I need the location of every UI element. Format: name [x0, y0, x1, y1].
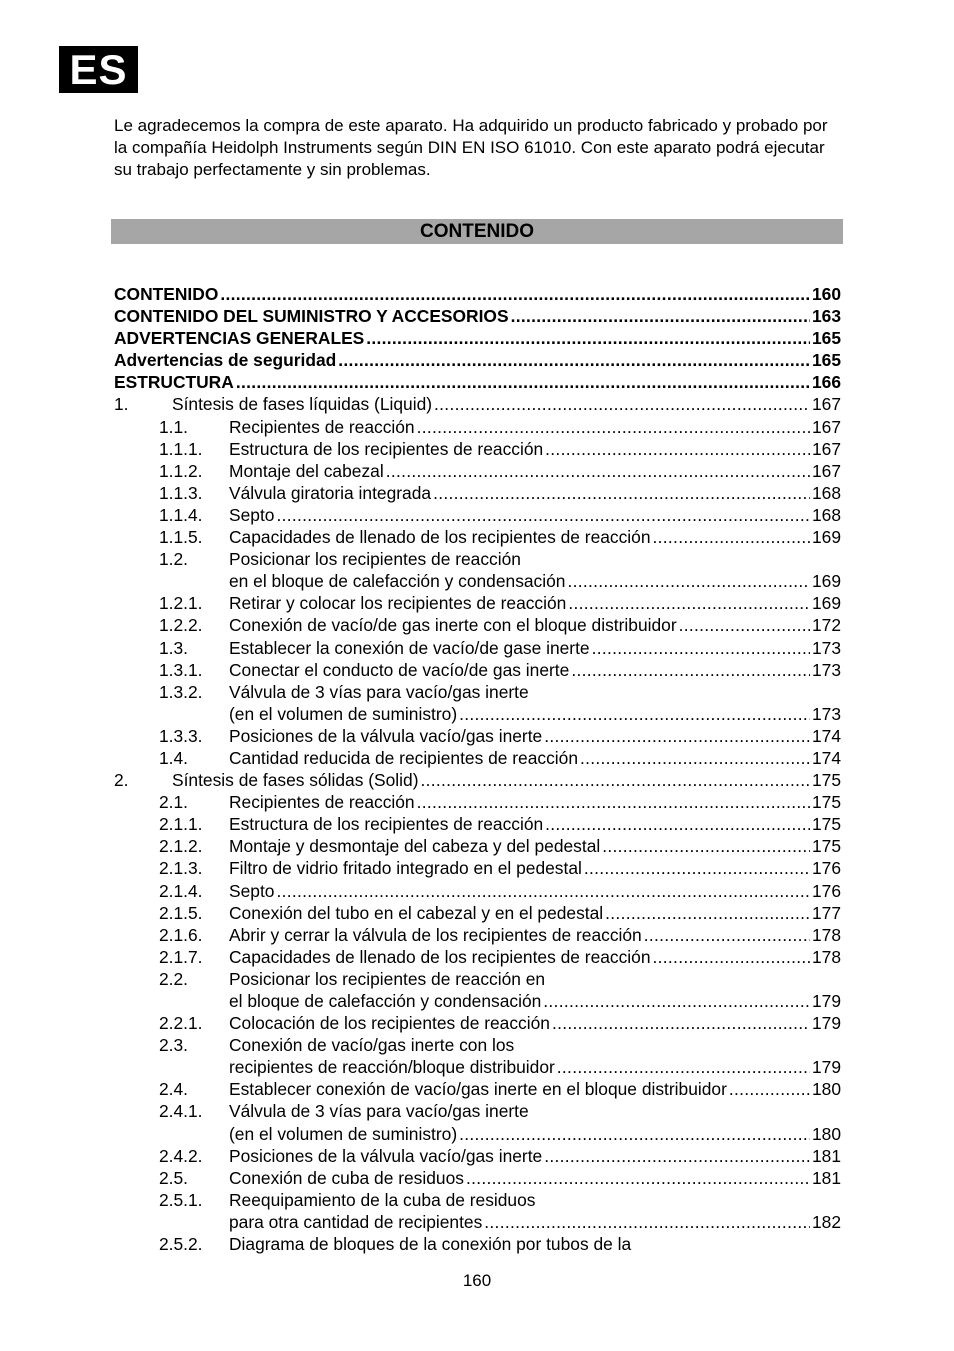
- toc-entry-title: Septo: [229, 880, 275, 901]
- toc-entry-page: 182: [811, 1211, 841, 1232]
- toc-dot-leader: [644, 924, 810, 946]
- toc-entry-title: Conexión del tubo en el cabezal y en el pedestal: [229, 902, 604, 923]
- toc-entry-title: ADVERTENCIAS GENERALES: [114, 328, 365, 349]
- toc-dot-leader: [605, 902, 810, 924]
- toc-entry-number: 2.1.2.: [159, 836, 203, 857]
- toc-entry-title: CONTENIDO: [114, 284, 219, 304]
- toc-entry[interactable]: [114, 1012, 841, 1034]
- toc-dot-leader: [571, 659, 810, 681]
- toc-entry-number: 2.4.2.: [159, 1145, 203, 1166]
- toc-entry-title: (en el volumen de suministro): [229, 703, 458, 724]
- toc-entry-page: 168: [811, 482, 841, 503]
- toc-entry[interactable]: [114, 703, 841, 725]
- toc-entry-number: 1.4.: [159, 747, 189, 768]
- toc-entry[interactable]: [114, 526, 841, 548]
- toc-dot-leader: [466, 1167, 810, 1189]
- toc-entry-number: 1.3.: [159, 637, 189, 658]
- toc-entry-page: 167: [811, 416, 841, 437]
- toc-dot-leader: [544, 725, 810, 747]
- toc-entry-title: Válvula de 3 vías para vacío/gas inerte: [229, 1101, 529, 1122]
- toc-entry-number: 2.3.: [159, 1035, 189, 1056]
- toc-dot-leader: [338, 349, 810, 371]
- toc-dot-leader: [417, 791, 810, 813]
- toc-entry-title: Montaje del cabezal: [229, 460, 384, 481]
- toc-entry-page: 180: [811, 1123, 841, 1144]
- toc-dot-leader: [459, 703, 810, 725]
- toc-dot-leader: [557, 1056, 810, 1078]
- toc-entry-title: Advertencias de seguridad: [114, 350, 337, 371]
- toc-entry-page: 177: [811, 902, 841, 923]
- toc-entry[interactable]: [114, 548, 841, 570]
- toc-entry-title: Conexión de vacío/gas inerte con los: [229, 1035, 515, 1056]
- toc-entry[interactable]: [114, 1078, 841, 1100]
- toc-entry-title: Diagrama de bloques de la conexión por tubos de la: [229, 1234, 632, 1255]
- toc-entry-title: Capacidades de llenado de los recipientes de reacción: [229, 946, 651, 967]
- toc-entry[interactable]: [114, 725, 841, 747]
- toc-dot-leader: [567, 570, 810, 592]
- toc-entry-number: 2.5.1.: [159, 1189, 203, 1210]
- toc-entry-page: 179: [811, 1057, 841, 1078]
- toc-entry-number: 1.3.1.: [159, 659, 203, 680]
- toc-dot-leader: [679, 614, 810, 636]
- toc-entry-title: Conexión de vacío/de gas inerte con el bloque distribuidor: [229, 615, 677, 636]
- toc-entry[interactable]: [114, 1211, 841, 1233]
- toc-dot-leader: [511, 305, 810, 327]
- toc-entry-title: en el bloque de calefacción y condensación: [229, 571, 566, 592]
- toc-entry-number: 2.5.: [159, 1167, 189, 1188]
- toc-entry-title: para otra cantidad de recipientes: [229, 1211, 483, 1232]
- toc-entry-page: 179: [811, 1013, 841, 1034]
- toc-entry-title: Reequipamiento de la cuba de residuos: [229, 1189, 536, 1210]
- toc-dot-leader: [552, 1012, 810, 1034]
- toc-dot-leader: [220, 283, 810, 305]
- toc-entry[interactable]: [114, 681, 841, 703]
- toc-entry[interactable]: [114, 416, 841, 438]
- toc-entry[interactable]: [114, 438, 841, 460]
- toc-entry-number: 1.1.4.: [159, 504, 203, 525]
- toc-entry[interactable]: [114, 902, 841, 924]
- toc-dot-leader: [592, 637, 810, 659]
- toc-entry-number: 2.1.6.: [159, 924, 203, 945]
- toc-entry-page: 169: [811, 527, 841, 548]
- toc-entry-page: 163: [811, 306, 841, 327]
- toc-entry-number: 1.1.5.: [159, 527, 203, 548]
- toc-dot-leader: [653, 526, 810, 548]
- toc-entry-page: 175: [811, 792, 841, 813]
- toc-entry-number: 2.4.: [159, 1079, 189, 1100]
- toc-dot-leader: [543, 990, 810, 1012]
- toc-entry-page: 176: [811, 880, 841, 901]
- toc-entry-title: Conexión de cuba de residuos: [229, 1167, 464, 1188]
- toc-entry-number: 1.2.: [159, 549, 189, 570]
- toc-dot-leader: [584, 857, 810, 879]
- toc-entry-number: 2.4.1.: [159, 1101, 203, 1122]
- toc-entry-title: (en el volumen de suministro): [229, 1123, 458, 1144]
- toc-entry-title: Recipientes de reacción: [229, 792, 415, 813]
- toc-entry[interactable]: [114, 1056, 841, 1078]
- toc-entry-number: 1.3.3.: [159, 725, 203, 746]
- toc-entry-title: Colocación de los recipientes de reacción: [229, 1013, 550, 1034]
- toc-entry-number: 2.: [114, 770, 129, 791]
- toc-entry-title: Establecer conexión de vacío/gas inerte en el bloque distribuidor: [229, 1079, 727, 1100]
- toc-entry-page: 168: [811, 504, 841, 525]
- toc-entry-title: Posiciones de la válvula vacío/gas inerte: [229, 1145, 543, 1166]
- toc-dot-leader: [420, 769, 810, 791]
- toc-entry[interactable]: [114, 1189, 841, 1211]
- intro-paragraph: Le agradecemos la compra de este aparato. Ha adquirido un producto fabricado y probado por la compañía Heidolph Instruments según DIN EN ISO 61010. Con este aparato podrá ejecutar su trabajo perfectamente y sin problemas.: [114, 116, 828, 179]
- toc-entry[interactable]: [114, 460, 841, 482]
- toc-entry-page: 179: [811, 991, 841, 1011]
- toc-entry-number: 1.1.2.: [159, 460, 203, 481]
- toc-entry-title: Recipientes de reacción: [229, 416, 415, 437]
- toc-entry-page: 180: [811, 1079, 841, 1100]
- toc-dot-leader: [459, 1123, 810, 1145]
- toc-entry[interactable]: [114, 349, 841, 371]
- toc-entry-number: 2.5.2.: [159, 1234, 203, 1255]
- toc-dot-leader: [544, 1145, 810, 1167]
- toc-dot-leader: [653, 946, 810, 968]
- toc-entry[interactable]: [114, 659, 841, 681]
- toc-entry-title: Válvula giratoria integrada: [229, 482, 432, 503]
- toc-entry[interactable]: [114, 504, 841, 526]
- toc-entry-title: Estructura de los recipientes de reacción: [229, 438, 544, 459]
- toc-entry-number: 2.1.5.: [159, 902, 203, 923]
- page-number: 160: [462, 1271, 492, 1290]
- toc-dot-leader: [580, 747, 810, 769]
- toc-entry-title: recipientes de reacción/bloque distribuidor: [229, 1057, 555, 1078]
- toc-entry-page: 173: [811, 659, 841, 680]
- toc-entry-page: 165: [811, 350, 841, 371]
- toc-entry-number: 1.1.: [159, 416, 189, 437]
- toc-entry-number: 2.2.1.: [159, 1013, 203, 1034]
- toc-entry[interactable]: [114, 1100, 841, 1122]
- toc-entry-number: 1.1.3.: [159, 482, 203, 503]
- toc-dot-leader: [276, 504, 810, 526]
- toc-entry-page: 178: [811, 946, 841, 967]
- toc-entry[interactable]: [114, 880, 841, 902]
- toc-dot-leader: [545, 813, 810, 835]
- toc-entry-title: Síntesis de fases líquidas (Liquid): [172, 394, 433, 415]
- toc-entry-title: Estructura de los recipientes de reacción: [229, 814, 544, 835]
- toc-entry[interactable]: [114, 1233, 841, 1255]
- toc-entry[interactable]: [114, 835, 841, 857]
- toc-entry[interactable]: [114, 305, 841, 327]
- toc-dot-leader: [276, 880, 810, 902]
- toc-entry-title: CONTENIDO DEL SUMINISTRO Y ACCESORIOS: [114, 306, 509, 327]
- toc-entry[interactable]: [114, 482, 841, 504]
- toc-dot-leader: [434, 393, 810, 415]
- toc-entry-title: Conectar el conducto de vacío/de gas inerte: [229, 659, 570, 680]
- toc-entry-page: 175: [811, 836, 841, 857]
- toc-entry-number: 1.: [114, 394, 129, 415]
- toc-entry-number: 1.3.2.: [159, 681, 203, 702]
- toc-dot-leader: [602, 835, 810, 857]
- toc-entry[interactable]: [114, 1123, 841, 1145]
- toc-entry[interactable]: [114, 857, 841, 879]
- toc-entry-title: Septo: [229, 504, 275, 525]
- toc-entry-title: Montaje y desmontaje del cabeza y del pedestal: [229, 836, 601, 857]
- toc-entry-title: Posicionar los recipientes de reacción: [229, 549, 521, 570]
- toc-entry-page: 174: [811, 725, 841, 746]
- toc-dot-leader: [729, 1078, 810, 1100]
- toc-entry[interactable]: [114, 592, 841, 614]
- toc-entry[interactable]: [114, 1167, 841, 1189]
- toc-entry-number: 2.1.1.: [159, 814, 203, 835]
- toc-entry[interactable]: [114, 946, 841, 968]
- toc-entry-page: 176: [811, 858, 841, 879]
- toc-entry[interactable]: [114, 924, 841, 946]
- toc-dot-leader: [386, 460, 810, 482]
- toc-entry-page: 165: [811, 328, 841, 349]
- toc-dot-leader: [366, 327, 810, 349]
- toc-entry-page: 166: [811, 372, 841, 393]
- toc-entry-page: 174: [811, 747, 841, 768]
- toc-entry-page: 173: [811, 703, 841, 724]
- toc-entry-page: 178: [811, 924, 841, 945]
- toc-entry-number: 2.1.4.: [159, 880, 203, 901]
- toc-entry-title: Válvula de 3 vías para vacío/gas inerte: [229, 681, 529, 702]
- toc-entry-title: Establecer la conexión de vacío/de gase inerte: [229, 637, 590, 658]
- toc-entry-page: 169: [811, 593, 841, 614]
- toc-dot-leader: [417, 416, 810, 438]
- toc-entry[interactable]: [114, 393, 841, 415]
- toc-entry-number: 2.1.3.: [159, 858, 203, 879]
- toc-entry-title: Capacidades de llenado de los recipientes de reacción: [229, 527, 651, 548]
- toc-entry[interactable]: [114, 1145, 841, 1167]
- toc-entry-number: 2.1.7.: [159, 946, 203, 967]
- toc-dot-leader: [568, 592, 810, 614]
- toc-entry[interactable]: [114, 371, 841, 393]
- table-of-contents: [114, 283, 841, 1255]
- toc-entry-page: 175: [811, 814, 841, 835]
- toc-entry[interactable]: [114, 968, 841, 990]
- toc-entry-title: Cantidad reducida de recipientes de reacción: [229, 747, 579, 768]
- toc-entry-page: 167: [811, 460, 841, 481]
- toc-dot-leader: [236, 371, 810, 393]
- toc-entry-page: 169: [811, 571, 841, 592]
- toc-entry[interactable]: [114, 990, 841, 1012]
- toc-entry[interactable]: [114, 614, 841, 636]
- toc-dot-leader: [433, 482, 810, 504]
- toc-entry-page: 167: [811, 438, 841, 459]
- language-badge: ES: [59, 46, 138, 93]
- toc-entry[interactable]: [114, 791, 841, 813]
- toc-entry-page: 173: [811, 637, 841, 658]
- toc-entry-number: 2.2.: [159, 968, 189, 989]
- toc-entry-title: el bloque de calefacción y condensación: [229, 991, 542, 1011]
- toc-entry[interactable]: [114, 637, 841, 659]
- toc-dot-leader: [484, 1211, 810, 1233]
- toc-entry-page: 160: [811, 284, 841, 304]
- toc-entry-number: 1.2.1.: [159, 593, 203, 614]
- toc-dot-leader: [545, 438, 810, 460]
- toc-entry-number: 1.2.2.: [159, 615, 203, 636]
- toc-entry[interactable]: [114, 813, 841, 835]
- toc-entry-page: 181: [811, 1145, 841, 1166]
- toc-entry-page: 175: [811, 770, 841, 791]
- toc-entry-number: 1.1.1.: [159, 438, 203, 459]
- toc-entry-title: Filtro de vidrio fritado integrado en el pedestal: [229, 858, 582, 879]
- toc-entry-title: Síntesis de fases sólidas (Solid): [172, 770, 419, 791]
- toc-entry-title: Abrir y cerrar la válvula de los recipientes de reacción: [229, 924, 642, 945]
- section-title: CONTENIDO: [420, 221, 534, 242]
- toc-entry-title: Posicionar los recipientes de reacción en: [229, 968, 546, 989]
- toc-entry-title: Retirar y colocar los recipientes de reacción: [229, 593, 567, 614]
- toc-entry-title: Posiciones de la válvula vacío/gas inerte: [229, 725, 543, 746]
- toc-entry[interactable]: [114, 769, 841, 791]
- toc-entry[interactable]: [114, 570, 841, 592]
- toc-entry-page: 167: [811, 394, 841, 415]
- toc-entry[interactable]: [114, 1034, 841, 1056]
- toc-entry[interactable]: [114, 283, 841, 305]
- toc-entry-page: 181: [811, 1167, 841, 1188]
- toc-entry-number: 2.1.: [159, 792, 189, 813]
- toc-entry-page: 172: [811, 615, 841, 636]
- section-header-bar: [111, 219, 843, 244]
- toc-entry[interactable]: [114, 747, 841, 769]
- toc-entry-title: ESTRUCTURA: [114, 372, 234, 393]
- toc-entry[interactable]: [114, 327, 841, 349]
